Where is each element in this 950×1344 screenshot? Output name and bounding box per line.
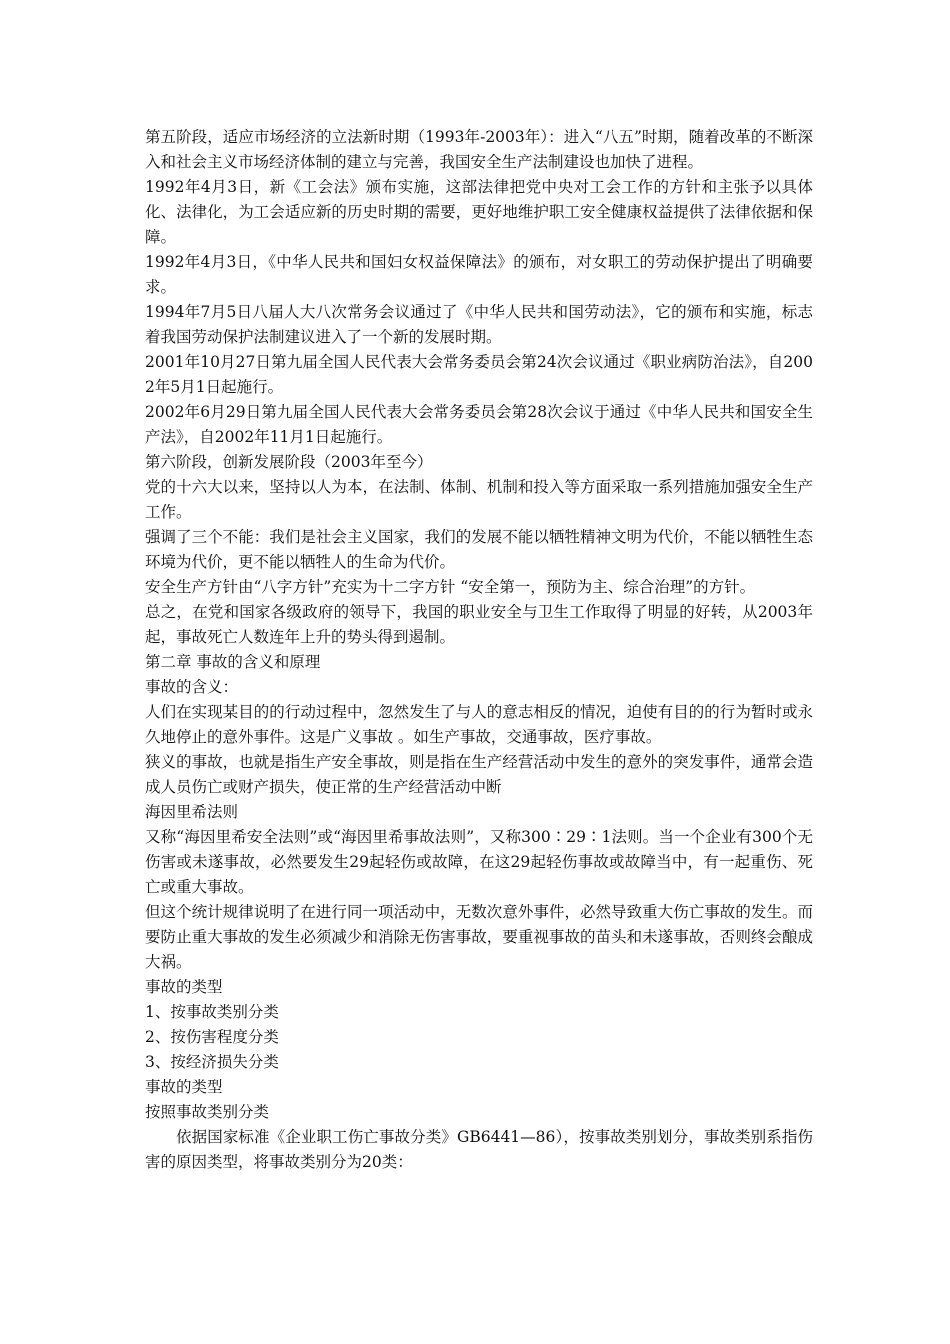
heading-accident-meaning: 事故的含义：: [145, 678, 239, 696]
list-item-by-category: 1、按事故类别分类: [145, 1003, 279, 1021]
paragraph-broad-accident: 人们在实现某目的的行动过程中，忽然发生了与人的意志相反的情况，迫使有目的的行为暂时或永久地停止的意外事件。这是广义事故 。如生产事故，交通事故，医疗事故。: [145, 703, 813, 746]
heading-accident-types: 事故的类型: [145, 978, 223, 996]
paragraph-trade-union-law: 1992年4月3日，新《工会法》颁布实施，这部法律把党中央对工会工作的方针和主张予以具体化、法律化，为工会适应新的历史时期的需要，更好地维护职工安全健康权益提供了法律依据和保障。: [145, 178, 813, 246]
paragraph-sixteenth-congress: 党的十六大以来，坚持以人为本，在法制、体制、机制和投入等方面采取一系列措施加强安全生产工作。: [145, 478, 813, 521]
paragraph-labor-law: 1994年7月5日八届人大八次常务会议通过了《中华人民共和国劳动法》，它的颁布和实施，标志着我国劳动保护法制建议进入了一个新的发展时期。: [145, 303, 813, 346]
document-body: [145, 125, 813, 1175]
paragraph-safety-policy: 安全生产方针由“八字方针”充实为十二字方针 “安全第一，预防为主、综合治理”的方针。: [145, 578, 756, 596]
paragraph-stage-five: 第五阶段，适应市场经济的立法新时期（1993年-2003年）：进入“八五”时期，随着改革的不断深入和社会主义市场经济体制的建立与完善，我国安全生产法制建设也加快了进程。: [145, 128, 813, 171]
heading-heinrich-law: 海因里希法则: [145, 803, 239, 821]
paragraph-summary: 总之，在党和国家各级政府的领导下，我国的职业安全与卫生工作取得了明显的好转，从2003年起，事故死亡人数连年上升的势头得到遏制。: [145, 603, 813, 646]
list-item-by-loss: 3、按经济损失分类: [145, 1053, 279, 1071]
paragraph-heinrich-meaning: 但这个统计规律说明了在进行同一项活动中，无数次意外事件，必然导致重大伤亡事故的发生。而要防止重大事故的发生必须减少和消除无伤害事故，要重视事故的苗头和未遂事故，否则终会酿成大祸。: [145, 903, 813, 971]
list-item-by-injury: 2、按伤害程度分类: [145, 1028, 279, 1046]
paragraph-three-cannots: 强调了三个不能：我们是社会主义国家，我们的发展不能以牺牲精神文明为代价，不能以牺牲生态环境为代价，更不能以牺牲人的生命为代价。: [145, 528, 813, 571]
paragraph-work-safety-law: 2002年6月29日第九届全国人民代表大会常务委员会第28次会议于通过《中华人民共和国安全生产法》，自2002年11月1日起施行。: [145, 403, 813, 446]
paragraph-stage-six: 第六阶段，创新发展阶段（2003年至今）: [145, 453, 433, 471]
chapter-heading: 第二章 事故的含义和原理: [145, 653, 321, 671]
paragraph-heinrich-ratio: 又称“海因里希安全法则”或“海因里希事故法则”，又称300∶29∶1法则。当一个企业有300个无伤害或未遂事故，必然要发生29起轻伤或故障，在这29起轻伤事故或故障当中，有一起重伤、死亡或重大事故。: [145, 828, 813, 896]
paragraph-national-standard: 依据国家标准《企业职工伤亡事故分类》GB6441—86），按事故类别划分，事故类别系指伤害的原因类型，将事故类别分为20类：: [145, 1128, 813, 1171]
paragraph-women-rights-law: 1992年4月3日，《中华人民共和国妇女权益保障法》的颁布，对女职工的劳动保护提出了明确要求。: [145, 253, 813, 296]
paragraph-narrow-accident: 狭义的事故，也就是指生产安全事故，则是指在生产经营活动中发生的意外的突发事件，通常会造成人员伤亡或财产损失，使正常的生产经营活动中断: [145, 753, 813, 796]
heading-accident-types-repeat: 事故的类型: [145, 1078, 223, 1096]
paragraph-occupational-disease-law: 2001年10月27日第九届全国人民代表大会常务委员会第24次会议通过《职业病防治法》，自2002年5月1日起施行。: [145, 353, 813, 396]
heading-by-category: 按照事故类别分类: [145, 1103, 270, 1121]
